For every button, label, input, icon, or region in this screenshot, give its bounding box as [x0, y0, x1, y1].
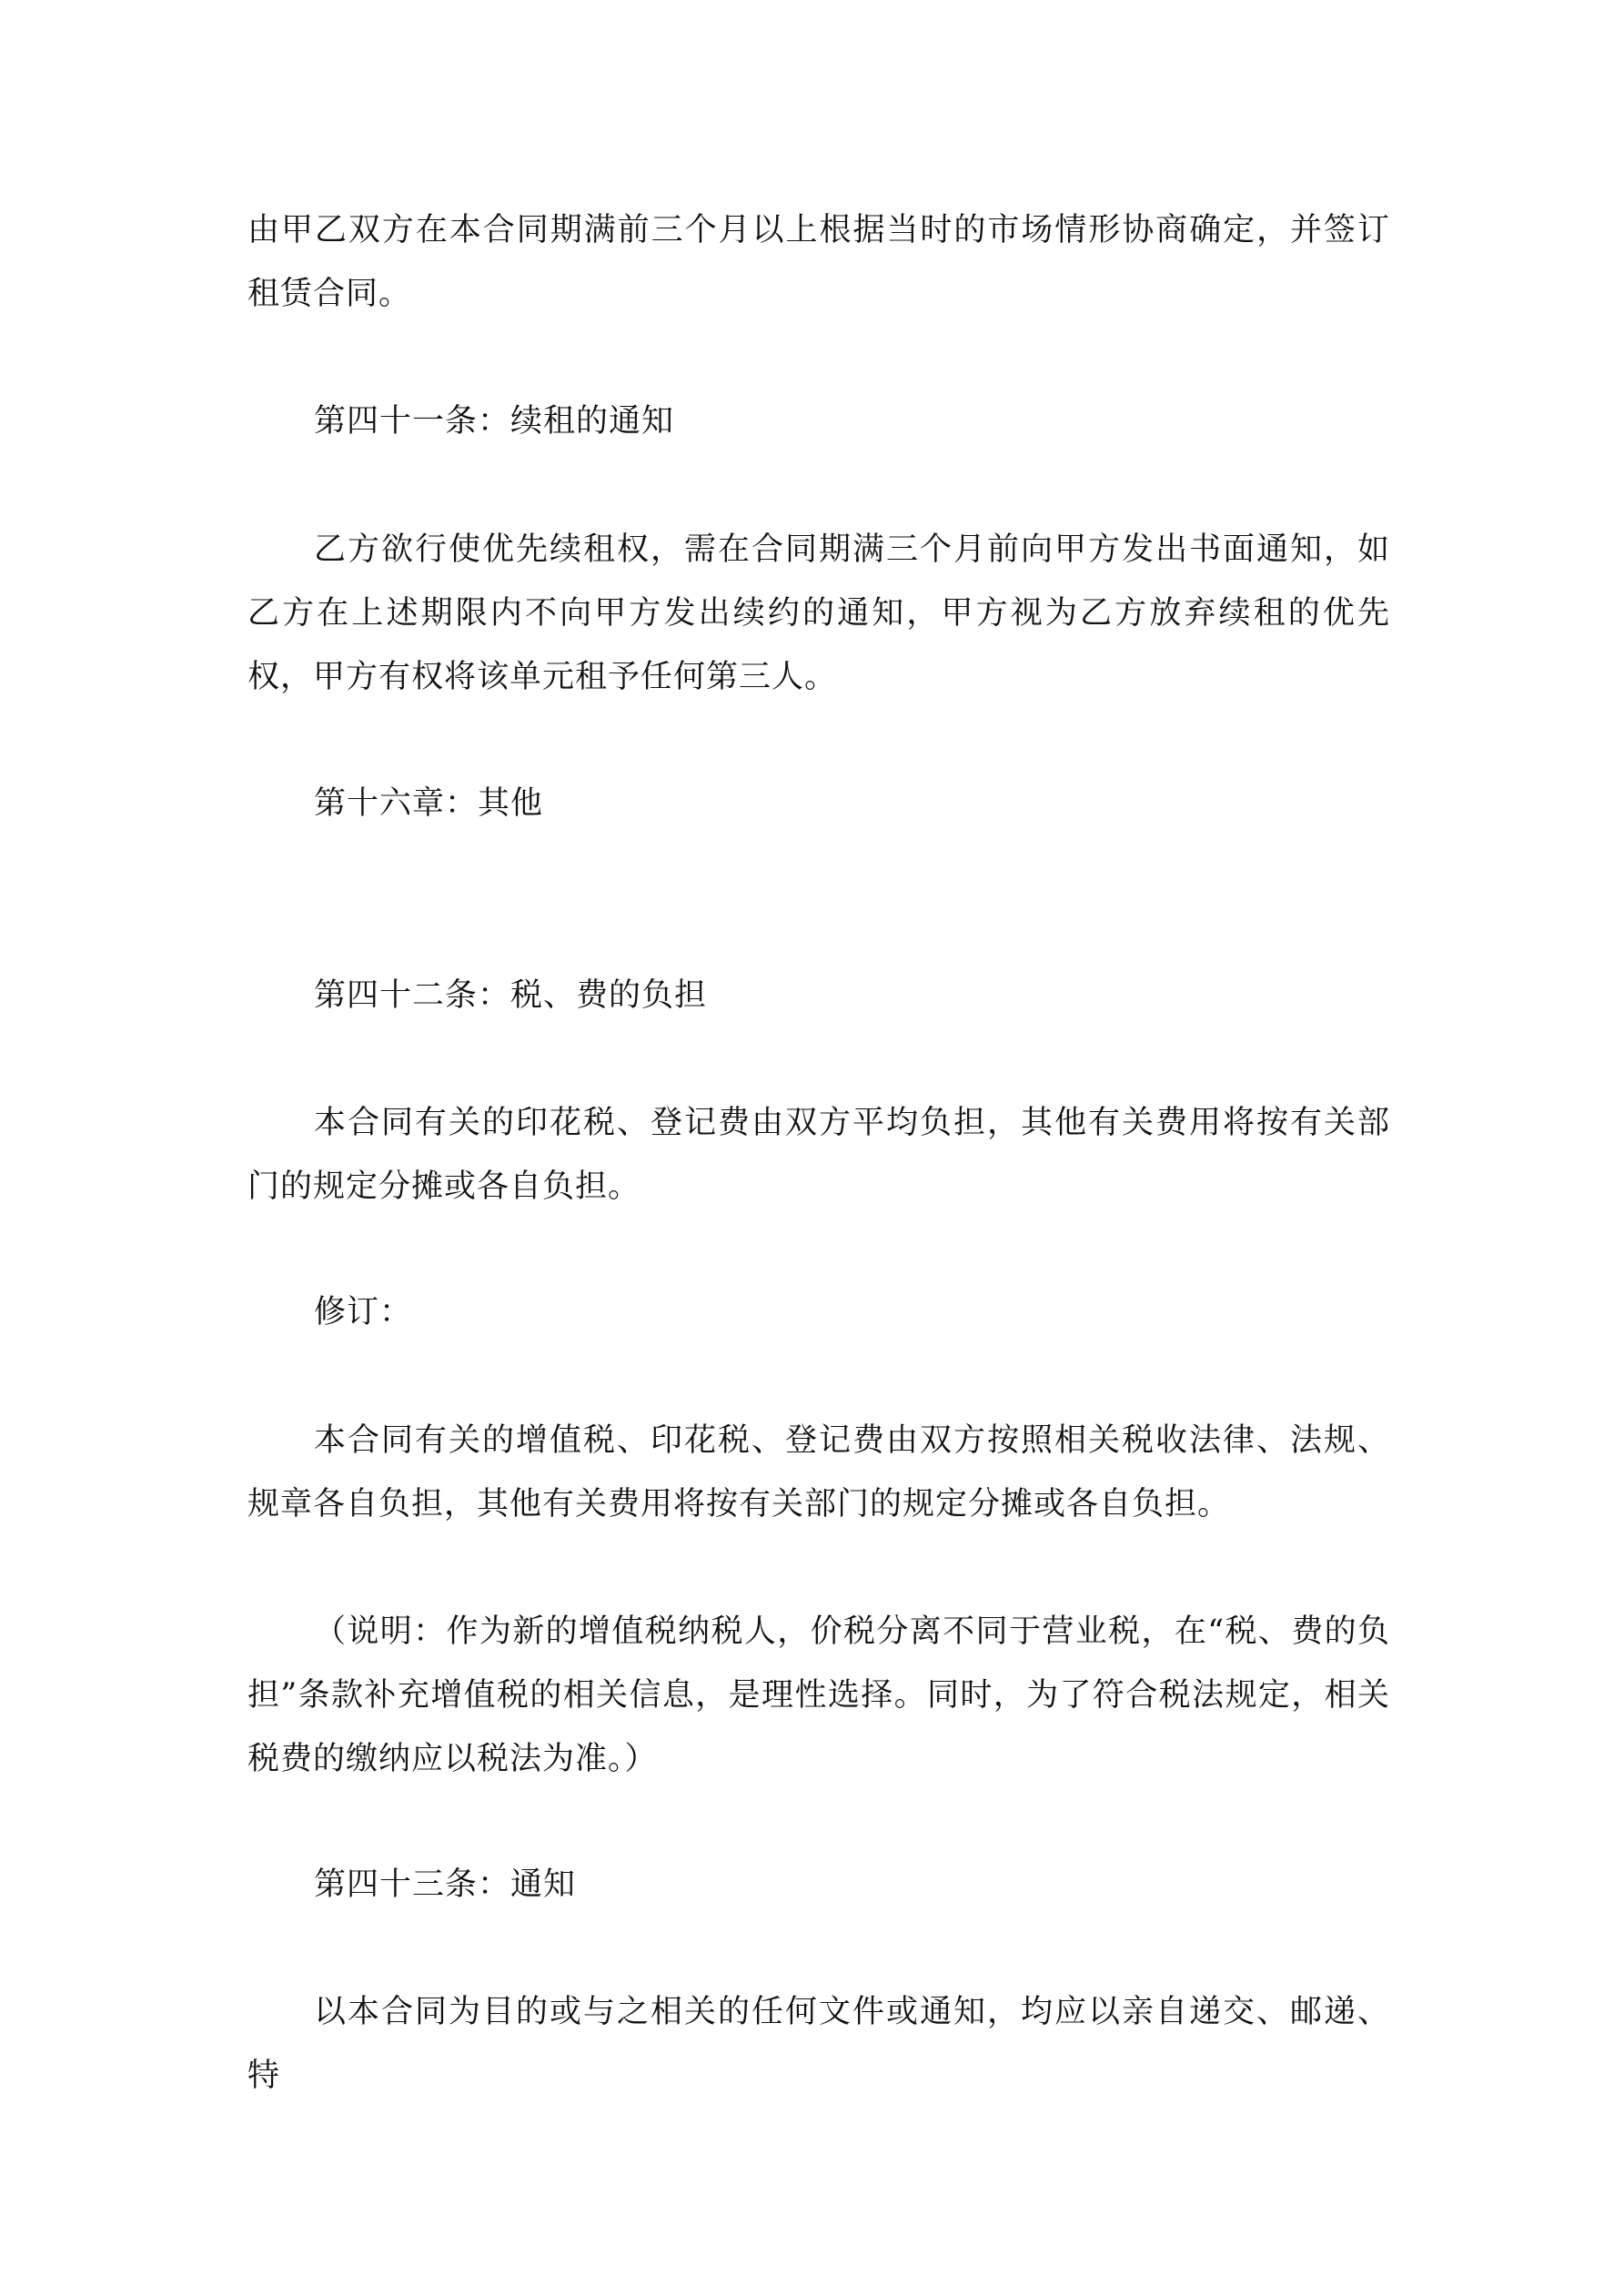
paragraph-notice-delivery: 以本合同为目的或与之相关的任何文件或通知，均应以亲自递交、邮递、特 [247, 1994, 1390, 2094]
paragraph-explanation: （说明：作为新的增值税纳税人，价税分离不同于营业税，在“税、费的负担”条款补充增值税的相关信息，是理性选择。同时，为了符合税法规定，相关税费的缴纳应以税法为准。） [247, 1613, 1390, 1777]
chapter-16-heading: 第十六章：其他 [314, 785, 544, 822]
paragraph-renewal-terms: 由甲乙双方在本合同期满前三个月以上根据当时的市场情形协商确定，并签订租赁合同。 [247, 212, 1390, 312]
article-43-heading: 第四十三条：通知 [314, 1866, 577, 1903]
paragraph-tax-burden: 本合同有关的印花税、登记费由双方平均负担，其他有关费用将按有关部门的规定分摊或各自负担。 [247, 1105, 1390, 1205]
article-42-heading: 第四十二条：税、费的负担 [314, 977, 708, 1014]
paragraph-revised-tax-burden: 本合同有关的增值税、印花税、登记费由双方按照相关税收法律、法规、规章各自负担，其他有关费用将按有关部门的规定分摊或各自负担。 [247, 1422, 1390, 1522]
paragraph-renewal-notice: 乙方欲行使优先续租权，需在合同期满三个月前向甲方发出书面通知，如乙方在上述期限内不向甲方发出续约的通知，甲方视为乙方放弃续租的优先权，甲方有权将该单元租予任何第三人。 [247, 531, 1390, 695]
article-41-heading: 第四十一条：续租的通知 [314, 403, 675, 440]
revision-heading: 修订： [314, 1294, 413, 1330]
